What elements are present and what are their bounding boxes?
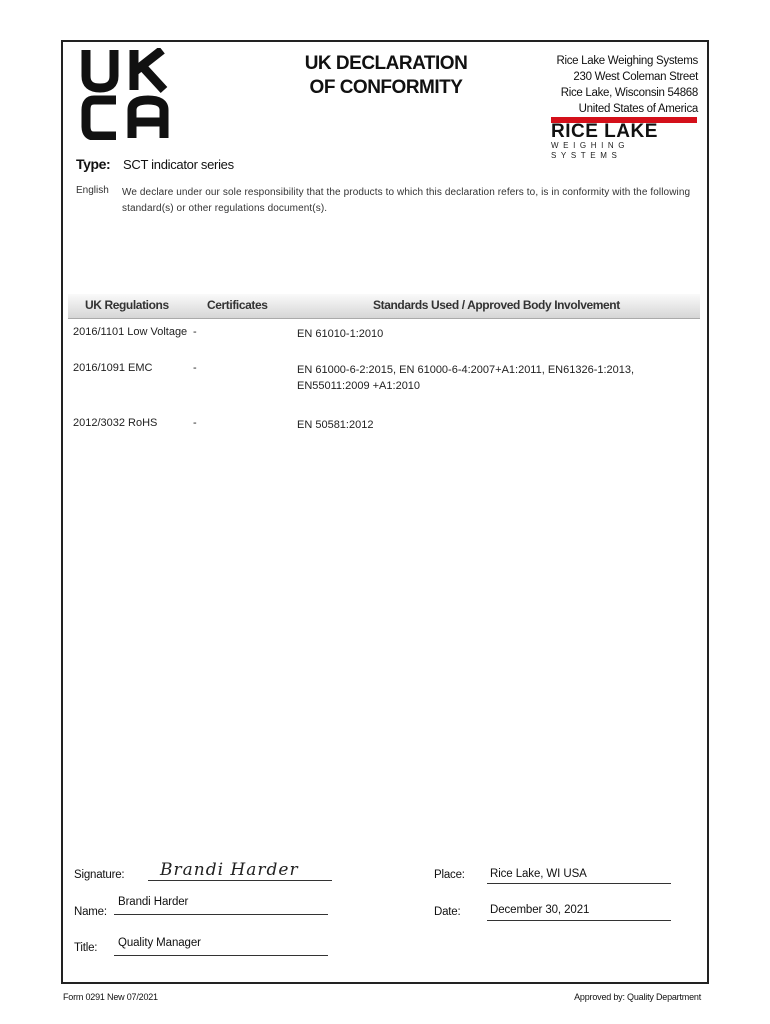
logo-brand-text: RICE LAKE [551,121,658,142]
title-line-2: OF CONFORMITY [309,77,463,98]
ukca-mark [78,48,170,140]
address-line: United States of America [578,103,698,115]
title-value: Quality Manager [118,937,201,949]
address-line: 230 West Coleman Street [573,71,698,83]
table-header [68,294,700,319]
standards-cell: EN 50581:2012 [297,419,374,431]
company-address [556,53,698,117]
name-line [114,914,328,915]
name-label: Name: [74,906,107,918]
date-value: December 30, 2021 [490,904,590,916]
regulation-cell: 2016/1101 Low Voltage [73,326,188,338]
place-label: Place: [434,869,465,881]
regulation-cell: 2016/1091 EMC [73,362,153,374]
address-line: Rice Lake Weighing Systems [556,55,698,67]
declaration-text: We declare under our sole responsibility that the products to which this declaration refers to, is in conformity with the following standard(s) or other regulations document(s). [122,187,691,214]
regulation-cell: 2012/3032 RoHS [73,417,158,429]
approved-by: Approved by: Quality Department [574,992,701,1002]
date-line [487,920,671,921]
header-regulations: UK Regulations [85,298,169,312]
date-label: Date: [434,906,461,918]
signature-line [148,880,332,881]
signature-label: Signature: [74,869,125,881]
document-title [286,52,486,100]
standards-cell: EN 61010-1:2010 [297,328,384,340]
type-label: Type: [76,156,111,172]
document-border [61,40,709,984]
title-label: Title: [74,942,98,954]
header-certificates: Certificates [207,298,268,312]
logo-sub-text: WEIGHING SYSTEMS [551,141,630,160]
certificate-cell: - [193,326,197,338]
name-value: Brandi Harder [118,896,189,908]
header-standards: Standards Used / Approved Body Involvement [373,298,620,312]
title-line [114,955,328,956]
language-label: English [76,185,109,196]
type-value: SCT indicator series [123,157,234,172]
place-value: Rice Lake, WI USA [490,868,587,880]
signature-script: Brandi Harder [160,860,299,880]
certificate-cell: - [193,417,197,429]
certificate-cell: - [193,362,197,374]
address-line: Rice Lake, Wisconsin 54868 [560,87,698,99]
standards-cell: EN 61000-6-2:2015, EN 61000-6-4:2007+A1:2011, EN61326-1:2013, EN55011:2009 +A1:2010 [297,364,635,392]
rice-lake-logo [551,117,697,160]
form-number: Form 0291 New 07/2021 [63,992,158,1002]
title-line-1: UK DECLARATION [304,53,468,74]
place-line [487,883,671,884]
